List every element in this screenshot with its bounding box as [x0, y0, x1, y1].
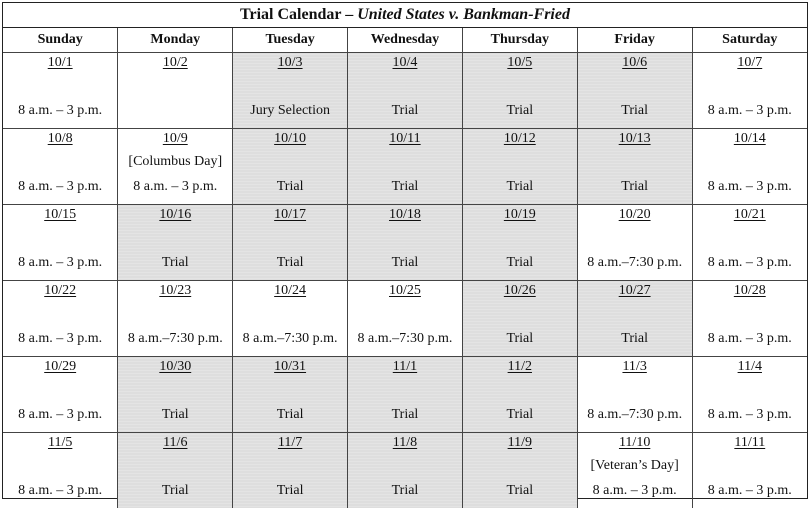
day-cell	[118, 281, 233, 357]
day-date: 10/17	[233, 207, 347, 223]
trial-label: Trial	[233, 255, 347, 271]
trial-label: Trial	[463, 179, 577, 195]
case-name: United States v. Bankman-Fried	[357, 6, 570, 23]
week-row	[3, 357, 807, 433]
court-hours: 8 a.m. – 3 p.m.	[693, 255, 807, 271]
day-cell	[462, 433, 577, 508]
trial-label: Trial	[348, 179, 462, 195]
day-date: 10/14	[693, 131, 807, 147]
trial-label: Trial	[348, 103, 462, 119]
court-hours: 8 a.m. – 3 p.m.	[118, 179, 232, 195]
day-date: 10/23	[118, 283, 232, 299]
weekday-header-thursday: Thursday	[462, 28, 577, 53]
day-date: 10/27	[578, 283, 692, 299]
day-date: 10/21	[693, 207, 807, 223]
day-date: 10/11	[348, 131, 462, 147]
day-date: 10/30	[118, 359, 232, 375]
week-row	[3, 281, 807, 357]
trial-label: Trial	[463, 331, 577, 347]
day-cell	[462, 281, 577, 357]
day-date: 10/1	[3, 55, 117, 71]
weekday-header-saturday: Saturday	[692, 28, 807, 53]
day-date: 10/29	[3, 359, 117, 375]
court-hours: 8 a.m.–7:30 p.m.	[348, 331, 462, 347]
day-cell	[348, 205, 463, 281]
day-date: 10/2	[118, 55, 232, 71]
trial-label: Trial	[233, 179, 347, 195]
court-hours: 8 a.m. – 3 p.m.	[693, 407, 807, 423]
day-date: 10/31	[233, 359, 347, 375]
trial-label: Trial	[118, 407, 232, 423]
trial-label: Trial	[348, 407, 462, 423]
day-date: 10/12	[463, 131, 577, 147]
day-cell	[692, 357, 807, 433]
day-date: 10/6	[578, 55, 692, 71]
weekday-header-tuesday: Tuesday	[233, 28, 348, 53]
day-date: 11/9	[463, 435, 577, 451]
day-cell	[577, 205, 692, 281]
weekday-header-sunday: Sunday	[3, 28, 118, 53]
day-cell	[118, 129, 233, 205]
day-cell	[462, 129, 577, 205]
day-cell	[577, 53, 692, 129]
day-cell	[577, 433, 692, 508]
day-cell	[118, 357, 233, 433]
day-cell	[462, 205, 577, 281]
trial-label: Trial	[578, 179, 692, 195]
day-cell	[348, 281, 463, 357]
day-cell	[3, 205, 118, 281]
day-cell	[692, 433, 807, 508]
trial-label: Trial	[118, 483, 232, 499]
day-cell	[3, 129, 118, 205]
day-date: 10/24	[233, 283, 347, 299]
day-date: 10/7	[693, 55, 807, 71]
court-hours: 8 a.m. – 3 p.m.	[693, 331, 807, 347]
day-cell	[348, 129, 463, 205]
day-cell	[692, 281, 807, 357]
day-date: 11/2	[463, 359, 577, 375]
day-date: 10/25	[348, 283, 462, 299]
day-date: 10/16	[118, 207, 232, 223]
trial-label: Trial	[463, 255, 577, 271]
day-cell	[348, 433, 463, 508]
day-cell	[577, 357, 692, 433]
day-date: 10/15	[3, 207, 117, 223]
day-cell	[348, 53, 463, 129]
week-row	[3, 433, 807, 508]
day-cell	[692, 205, 807, 281]
day-date: 10/3	[233, 55, 347, 71]
court-hours: 8 a.m. – 3 p.m.	[693, 179, 807, 195]
court-hours: 8 a.m. – 3 p.m.	[3, 103, 117, 119]
day-date: 10/9	[118, 131, 232, 147]
day-date: 10/26	[463, 283, 577, 299]
holiday-note: [Columbus Day]	[118, 154, 232, 170]
day-date: 11/11	[693, 435, 807, 451]
court-hours: 8 a.m. – 3 p.m.	[3, 483, 117, 499]
week-row	[3, 129, 807, 205]
week-row	[3, 205, 807, 281]
trial-label: Trial	[463, 407, 577, 423]
court-hours: 8 a.m. – 3 p.m.	[3, 255, 117, 271]
trial-label: Trial	[463, 483, 577, 499]
trial-label: Trial	[233, 483, 347, 499]
day-date: 10/19	[463, 207, 577, 223]
trial-label: Trial	[578, 103, 692, 119]
day-cell	[233, 53, 348, 129]
weekday-header-monday: Monday	[118, 28, 233, 53]
day-date: 10/22	[3, 283, 117, 299]
court-hours: 8 a.m. – 3 p.m.	[3, 407, 117, 423]
weekday-header-wednesday: Wednesday	[348, 28, 463, 53]
day-date: 11/10	[578, 435, 692, 451]
calendar-title	[3, 3, 807, 28]
trial-label: Trial	[118, 255, 232, 271]
day-cell	[118, 53, 233, 129]
day-cell	[233, 205, 348, 281]
trial-label: Trial	[348, 255, 462, 271]
court-hours: 8 a.m. – 3 p.m.	[693, 483, 807, 499]
day-date: 11/8	[348, 435, 462, 451]
day-date: 11/6	[118, 435, 232, 451]
day-date: 10/13	[578, 131, 692, 147]
day-date: 10/20	[578, 207, 692, 223]
court-hours: 8 a.m. – 3 p.m.	[3, 179, 117, 195]
court-hours: 8 a.m. – 3 p.m.	[693, 103, 807, 119]
trial-calendar	[2, 2, 808, 499]
day-date: 10/8	[3, 131, 117, 147]
day-cell	[3, 53, 118, 129]
day-date: 11/3	[578, 359, 692, 375]
day-date: 10/28	[693, 283, 807, 299]
day-cell	[3, 281, 118, 357]
day-cell	[462, 357, 577, 433]
trial-label: Trial	[233, 407, 347, 423]
holiday-note: [Veteran’s Day]	[578, 458, 692, 474]
day-date: 11/5	[3, 435, 117, 451]
day-date: 10/4	[348, 55, 462, 71]
trial-label: Trial	[463, 103, 577, 119]
day-date: 10/5	[463, 55, 577, 71]
day-cell	[577, 129, 692, 205]
calendar-grid	[3, 28, 807, 508]
court-hours: 8 a.m. – 3 p.m.	[3, 331, 117, 347]
week-row	[3, 53, 807, 129]
day-cell	[233, 129, 348, 205]
court-hours: 8 a.m.–7:30 p.m.	[233, 331, 347, 347]
day-cell	[233, 433, 348, 508]
court-hours: 8 a.m. – 3 p.m.	[578, 483, 692, 499]
day-cell	[692, 129, 807, 205]
day-cell	[118, 205, 233, 281]
day-cell	[118, 433, 233, 508]
calendar-title-prefix: Trial Calendar –	[240, 6, 357, 23]
weekday-header-row	[3, 28, 807, 53]
trial-label: Jury Selection	[233, 103, 347, 119]
trial-label: Trial	[578, 331, 692, 347]
day-date: 11/1	[348, 359, 462, 375]
day-cell	[3, 433, 118, 508]
court-hours: 8 a.m.–7:30 p.m.	[578, 255, 692, 271]
day-date: 10/10	[233, 131, 347, 147]
day-cell	[577, 281, 692, 357]
day-date: 10/18	[348, 207, 462, 223]
day-date: 11/4	[693, 359, 807, 375]
day-cell	[3, 357, 118, 433]
day-cell	[462, 53, 577, 129]
day-cell	[348, 357, 463, 433]
day-date: 11/7	[233, 435, 347, 451]
court-hours: 8 a.m.–7:30 p.m.	[118, 331, 232, 347]
day-cell	[233, 357, 348, 433]
court-hours: 8 a.m.–7:30 p.m.	[578, 407, 692, 423]
day-cell	[233, 281, 348, 357]
day-cell	[692, 53, 807, 129]
trial-label: Trial	[348, 483, 462, 499]
weekday-header-friday: Friday	[577, 28, 692, 53]
